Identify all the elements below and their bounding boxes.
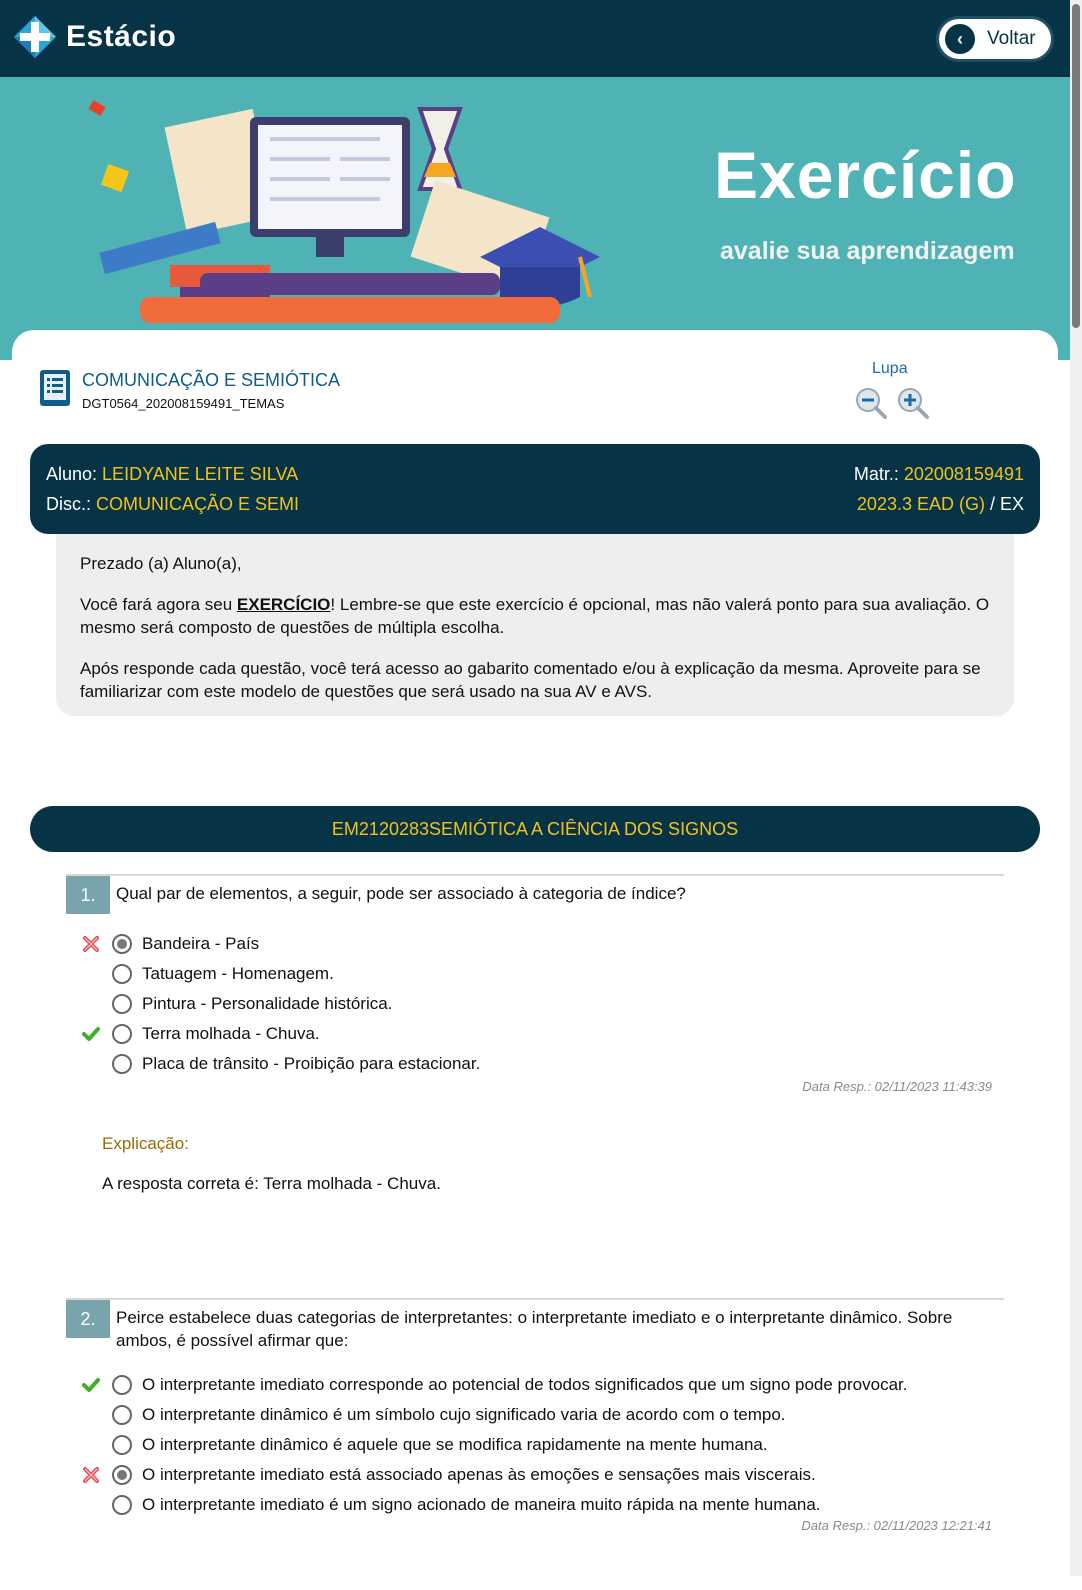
zoom-out-icon[interactable] bbox=[854, 386, 888, 420]
notice-paragraph-1: Você fará agora seu EXERCÍCIO! Lembre-se que este exercício é opcional, mas não valerá ponto para sua avaliação. O mesmo será composto de questões de múltipla escolha. bbox=[80, 595, 990, 637]
estacio-logo[interactable] bbox=[12, 14, 176, 60]
radio-button[interactable] bbox=[112, 934, 132, 954]
radio-button[interactable] bbox=[112, 964, 132, 984]
hero-banner bbox=[0, 77, 1082, 360]
radio-button[interactable] bbox=[112, 1024, 132, 1044]
scrollbar-thumb[interactable] bbox=[1072, 4, 1080, 328]
registration-row bbox=[854, 464, 1024, 485]
option-2d[interactable]: O interpretante imediato está associado apenas às emoções e sensações mais viscerais. bbox=[66, 1462, 816, 1488]
question-number: 2. bbox=[66, 1300, 110, 1338]
radio-button[interactable] bbox=[112, 1405, 132, 1425]
radio-button[interactable] bbox=[112, 1495, 132, 1515]
response-date: Data Resp.: 02/11/2023 11:43:39 bbox=[802, 1079, 992, 1094]
course-name: COMUNICAÇÃO E SEMIÓTICA bbox=[82, 370, 341, 390]
back-button-label: Voltar bbox=[987, 28, 1036, 49]
student-label: Aluno: bbox=[46, 464, 103, 484]
option-2a[interactable]: O interpretante imediato corresponde ao potencial de todos significados que um signo pode provocar. bbox=[66, 1372, 907, 1398]
wrong-mark-icon bbox=[80, 1465, 102, 1485]
question-text: Peirce estabelece duas categorias de interpretantes: o interpretante imediato e o interpretante dinâmico. Sobre ambos, é possível afirmar que: bbox=[116, 1308, 953, 1350]
study-illustration bbox=[80, 97, 640, 332]
exercicio-emphasis: EXERCÍCIO bbox=[236, 595, 331, 614]
notice-greeting: Prezado (a) Aluno(a), bbox=[80, 554, 242, 573]
question-text: Qual par de elementos, a seguir, pode ser associado à categoria de índice? bbox=[116, 884, 686, 903]
student-info-bar bbox=[30, 444, 1040, 534]
back-button[interactable] bbox=[936, 16, 1054, 62]
explanation-label: Explicação: bbox=[102, 1134, 189, 1153]
estacio-logo-icon bbox=[12, 14, 58, 60]
correct-check-icon bbox=[80, 1375, 102, 1395]
period-value: 2023.3 EAD (G) bbox=[856, 494, 985, 514]
page-scrollbar[interactable] bbox=[1070, 0, 1082, 1576]
zoom-in-icon[interactable] bbox=[896, 386, 930, 420]
registration-label: Matr.: bbox=[853, 464, 904, 484]
registration-number: 202008159491 bbox=[903, 464, 1024, 484]
radio-button[interactable] bbox=[112, 994, 132, 1014]
radio-button[interactable] bbox=[112, 1375, 132, 1395]
notice-paragraph-2: Após responde cada questão, você terá acesso ao gabarito comentado e/ou à explicação da mesma. Aproveite para se familiarizar com este modelo de questões que será usado na sua AV e AVS. bbox=[80, 659, 981, 701]
option-2b[interactable]: O interpretante dinâmico é um símbolo cujo significado varia de acordo com o tempo. bbox=[66, 1402, 786, 1428]
question-1 bbox=[66, 874, 1004, 1204]
discipline-label: Disc.: bbox=[46, 494, 97, 514]
student-name-row bbox=[46, 464, 298, 485]
top-bar bbox=[0, 0, 1082, 77]
question-divider bbox=[66, 1298, 1004, 1300]
instructions-panel bbox=[56, 534, 1014, 716]
wrong-mark-icon bbox=[80, 934, 102, 954]
main-card bbox=[12, 330, 1058, 1590]
period-suffix: / EX bbox=[984, 494, 1024, 514]
correct-check-icon bbox=[80, 1024, 102, 1044]
explanation-text: A resposta correta é: Terra molhada - Chuva. bbox=[102, 1174, 441, 1193]
option-1d[interactable]: Terra molhada - Chuva. bbox=[66, 1021, 320, 1047]
option-1c[interactable]: Pintura - Personalidade histórica. bbox=[66, 991, 392, 1017]
question-2 bbox=[66, 1298, 1004, 1538]
document-list-icon bbox=[38, 368, 72, 413]
option-1b[interactable]: Tatuagem - Homenagem. bbox=[66, 961, 334, 987]
response-date: Data Resp.: 02/11/2023 12:21:41 bbox=[801, 1518, 992, 1533]
student-name: LEIDYANE LEITE SILVA bbox=[102, 464, 299, 484]
discipline-name: COMUNICAÇÃO E SEMI bbox=[96, 494, 300, 514]
radio-button[interactable] bbox=[112, 1435, 132, 1455]
radio-button[interactable] bbox=[112, 1465, 132, 1485]
option-2c[interactable]: O interpretante dinâmico é aquele que se modifica rapidamente na mente humana. bbox=[66, 1432, 768, 1458]
lupa-label: Lupa bbox=[872, 360, 908, 377]
hero-subtitle: avalie sua aprendizagem bbox=[720, 237, 1015, 265]
hero-title: Exercício bbox=[714, 138, 1017, 212]
period-row bbox=[857, 494, 1024, 515]
option-2e[interactable]: O interpretante imediato é um signo acionado de maneira muito rápida na mente humana. bbox=[66, 1492, 821, 1518]
radio-button[interactable] bbox=[112, 1054, 132, 1074]
option-1a[interactable]: Bandeira - País bbox=[66, 931, 259, 957]
option-1e[interactable]: Placa de trânsito - Proibição para estacionar. bbox=[66, 1051, 480, 1077]
brand-name: Estácio bbox=[66, 20, 177, 53]
topic-header: EM2120283SEMIÓTICA A CIÊNCIA DOS SIGNOS bbox=[30, 806, 1040, 852]
discipline-row bbox=[46, 494, 299, 515]
course-code: DGT0564_202008159491_TEMAS bbox=[82, 396, 285, 411]
chevron-left-icon: ‹ bbox=[945, 24, 975, 54]
question-number: 1. bbox=[66, 876, 110, 914]
question-divider bbox=[66, 874, 1004, 876]
